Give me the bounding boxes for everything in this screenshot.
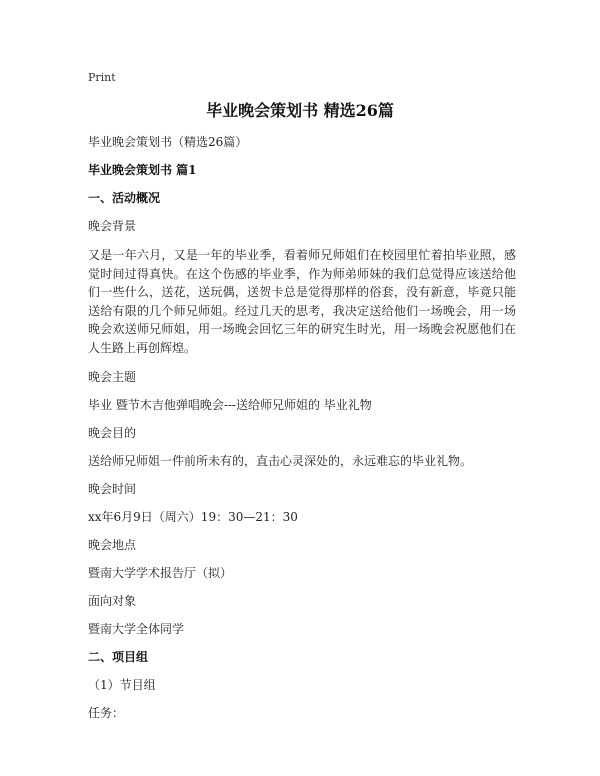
audience-text: 暨南大学全体同学 — [88, 622, 185, 636]
task-label: 任务： — [88, 706, 125, 720]
part1-heading: 一、活动概况 — [88, 191, 161, 205]
part2-heading: 二、项目组 — [88, 650, 149, 664]
document-subtitle: 毕业晚会策划书（精选26篇） — [88, 135, 248, 149]
document-body — [88, 134, 516, 721]
time-text: xx年6月9日（周六）19：30—21：30 — [88, 510, 298, 524]
time-label: 晚会时间 — [88, 482, 137, 496]
background-label: 晚会背景 — [88, 219, 137, 233]
theme-label: 晚会主题 — [88, 370, 137, 384]
page-title: 毕业晚会策划书 精选26篇 — [206, 101, 394, 120]
program-group-label: （1）节目组 — [88, 678, 156, 692]
purpose-label: 晚会目的 — [88, 426, 137, 440]
audience-label: 面向对象 — [88, 594, 137, 608]
purpose-text: 送给师兄师姐一件前所未有的，直击心灵深处的，永远难忘的毕业礼物。 — [88, 454, 473, 468]
section-heading: 毕业晚会策划书 篇1 — [88, 163, 197, 177]
location-label: 晚会地点 — [88, 538, 137, 552]
location-text: 暨南大学学术报告厅（拟） — [88, 566, 233, 580]
theme-text: 毕业 暨节木吉他弹唱晚会---送给师兄师姐的 毕业礼物 — [88, 398, 372, 412]
background-paragraph: 又是一年六月，又是一年的毕业季，看着师兄师姐们在校园里忙着拍毕业照，感觉时间过得真快。在这个伤感的毕业季，作为师弟师妹的我们总觉得应该送给他们一些什么，送花，送玩偶，送贺卡总是觉得那样的俗套，没有新意，毕竟只能送给有限的几个师兄师姐。经过几天的思考，我决定送给他们一场晚会，用一场晚会欢送师兄师姐，用一场晚会回忆三年的研究生时光，用一场晚会祝愿他们在人生路上再创辉煌。 — [88, 248, 516, 355]
print-link[interactable]: Print — [88, 71, 116, 84]
